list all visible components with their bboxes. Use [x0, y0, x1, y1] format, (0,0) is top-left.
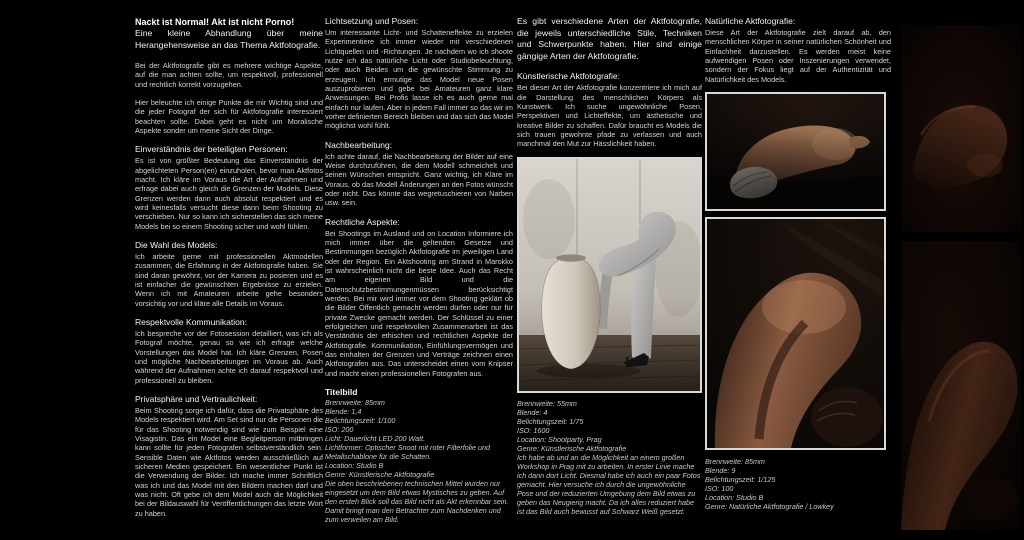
meta-line: ISO: 100 [705, 483, 734, 493]
section-heading: Die Wahl des Models: [135, 240, 218, 251]
section-heading: Künstlerische Aktfotografie: [517, 71, 621, 82]
section-natuerliche-akt [705, 16, 891, 84]
photo-lowkey-reclining-red [901, 25, 1021, 232]
meta-line: Genre: Natürliche Aktfotografie / Lowkey [705, 501, 834, 511]
photo-natural-reclining-art [707, 94, 884, 209]
section-body: Beim Shooting sorge ich dafür, dass die Privatsphäre des Models respektiert wird. Am Set sind nur die Personen die für das Shooting notwendig sind wie zum Beispiel eine Visagistin. Das ein Model eine Begleitperson mitbringen kann sollte für jeden Fotografen selbstverständlich sein. Sensible Daten wie Aktfotos werden ausschließlich auf sicheren Medien gespeichert. Ein wesentlicher Punkt ist die Verwendung der Bilder. Ich mache immer Schriftlich was ich und das Model mit den Bildern machen darf und was nicht. Oft gebe ich dem Model auch die Möglichkeit bei der Bildauswahl für Veröffentlichungen das letzte Wort zu haben. [135, 405, 323, 518]
artistic-meta [517, 399, 702, 453]
meta-line: Genre: Künstlerische Aktfotografie [517, 443, 627, 453]
section-body: Um interessante Licht- und Schatteneffekte zu erzielen Experimentiere ich immer wieder mit verschiedenen Lichtquellen und -Richtungen. Je nachdem wo ich shoote nutze ich das natürliche Licht oder Studiobeleuchtung, oder auch Beides um die gewünschte Stimmung zu erzeugen. Ich ermutige das Model neue Posen auszuprobieren und gebe bei Amateuren ganz klare Anweisungen. Bei Profis lasse ich es auch gerne mal einfach nur laufen. Aber in jedem Fall immer so das wir im vorher definierten Bereich bleiben und das sich das Model möglichst wohl fühlt. [325, 28, 513, 131]
section-body: Ich bespreche vor der Fotosession detailliert, was ich als Fotograf möchte, genau so wie ich erfrage welche Vorstellungen das Model hat. Ich kläre Grenzen, Posen und mögliche Nachbearbeitungen im Voraus ab. Auch während der Aufnahmen achte ich darauf respektvoll und professionell zu bleiben. [135, 329, 323, 385]
meta-line: Belichtungszeit: 1/125 [705, 474, 776, 484]
photo-natural-nude-back [705, 217, 886, 450]
section-lichtsetzung [325, 16, 513, 131]
column-technik [325, 16, 513, 525]
photo-lowkey-back-red-art [901, 241, 1021, 530]
artistic-note: Ich habe ab und an die Möglichkeit an einem großen Workshop in Prag mit zu arbeiten. In erster Linie mache ich dann dort Licht. Diesmal habe ich auch ein paar Fotos gemacht. Hier versuche ich durch die ungewöhnliche Pose und der reduzierten Umgebung dem Bild etwas zu geben das Neugierig macht. Da ich alles reduziert habe ist das Bild auch bewusst auf Schwarz Weiß gesetzt. [517, 452, 701, 517]
section-body: Bei dieser Art der Aktfotografie konzentriere ich mich auf die Darstellung des menschlichen Körpers als Kunstwerk. Ich suche ungewöhnliche Posen, Perspektiven und Lichteffekte, um ästhetische und kreative Bilder zu schaffen. Dafür braucht es Models die sich trauen gewohnte pfade zu verlassen und auch manchmal den Mut zur Hässlichkeit haben. [517, 83, 702, 149]
section-body: Es ist von größter Bedeutung das Einverständnis der abgelichteten Person(en) einzuholen, bevor man Aktfotos macht. Ich kläre im Voraus die Art der Aufnahmen und erfrage dabei auch gleich die Grenzen der Models. Diese Grenzen werden dann auch absolut respektiert und es wird keinesfalls versucht diese dann beim Shooting zu verschieben. Nur so kann ich sicherstellen das sich meine Models bei so einem Shooting sicher und wohl fühlen. [135, 156, 323, 231]
meta-line: Brennweite: 85mm [705, 456, 765, 466]
section-kommunikation [135, 317, 323, 385]
section-heading: Einverständnis der beteiligten Personen: [135, 144, 288, 155]
meta-line: Brennweite: 55mm [517, 398, 577, 408]
section-heading: Respektvolle Kommunikation: [135, 317, 247, 327]
meta-line: ISO: 200 [325, 424, 354, 434]
titelbild-heading: Titelbild [325, 386, 358, 397]
photo-natural-nude-reclining [705, 92, 886, 211]
section-rechtliches [325, 217, 513, 378]
meta-line: Licht: Dauerlicht LED 200 Watt. [325, 433, 426, 443]
meta-line: Brennweite: 85mm [325, 397, 385, 407]
titelbild-note: Die oben beschriebenen technischen Mittel wurden nur eingesetzt um dem Bild etwas Mystisches zu geben. Auf den ersteh Blick soll das Bild nicht als Akt erkennbar sein. Damit bringt man den Betrachter zum Nachdenken und zum verweilen am Bild. [325, 478, 509, 525]
photo-artistic-nude-bw-art [519, 159, 700, 391]
meta-line: Location: Studio B [325, 460, 384, 470]
meta-line: Lichtformer: Optischer Snoot mit roter Filterfolie und Metallschablone für die Schatten. [325, 442, 490, 461]
column-intro [135, 16, 323, 518]
section-body: Ich achte darauf, die Nachbearbeitung der Bilder auf eine Weise durchzuführen, die dem Modell schmeichelt und seinen Wünschen entspricht. Ganz wichtig, ich Kläre im Voraus, ob das Modell Änderungen an den Fotos wünscht oder nicht. Das könnte das wegretuschieren von Narben usw. sein. [325, 151, 513, 208]
section-heading: Nachbearbeitung: [325, 139, 393, 150]
intro-paragraph-1: Bei der Aktfotografie gibt es mehrere wichtige Aspekte, auf die man achten sollte, um respektvoll, professionell und rechtlich korrekt vorzugehen. [135, 61, 323, 89]
titelbild-meta [325, 398, 513, 479]
section-heading: Lichtsetzung und Posen: [325, 16, 419, 26]
section-body: Bei Shootings im Ausland und on Location Informiere ich mich immer über die geltenden Gesetze und Bestimmungen bezüglich Aktfotografie im jeweiligen Land oder der Region. Ein Aktshooting am Strand in Marokko ist wahrscheinlich nicht die beste Idee. Auch das Recht am eigenen Bild und die Datenschutzbestimmungenmüssen berücksichtigt werden. Bei mir wird immer vor dem Shooting geklärt ob die Bilder Öffentlich gemacht werden dürfen oder nur für private Zwecke gemacht werden. Der Schlüssel zu einer erfolgreichen und respektvollen Zusammenarbeit ist das Verständnis der ethischen und rechtlichen Aspekte der Aktfotografie. Kommunikation, Einfühlungsvermögen und das einhalten der Grenzen und Verträge zeichnen einen Aktfotografen aus. Das unterscheidet einen vom Knipser und macht einen professionellen Fotografen aus. [325, 228, 513, 378]
arten-intro: Es gibt verschiedene Arten der Aktfotografie, die jeweils unterschiedliche Stile, Techniken und Schwerpunkte haben. Hier sind einige gängige Arten der Aktfotografie. [517, 16, 702, 61]
section-body: Ich arbeite gerne mit professionellen Aktmodellen zusammen, die Erfahrung in der Aktfotografie haben. Sie sind daran gewöhnt, vor der Kamera zu posieren und es ist einfacher die gewünschten Ergebnisse zu erzielen. Wenn ich mit Amateuren arbeite gehe besonders vorsichtig vor und kläre alle Details im Voraus. [135, 252, 323, 308]
section-kuenstlerische-akt [517, 71, 702, 148]
meta-line: Blende: 1,4 [325, 406, 362, 416]
photo-lowkey-reclining-red-art [901, 25, 1021, 232]
column-kuenstlerisch [517, 16, 702, 517]
meta-line: Genre: Künstlerische Aktfotografie [325, 469, 435, 479]
photo-natural-back-art [707, 219, 884, 448]
section-privatsphaere [135, 394, 323, 518]
section-wahl-des-models [135, 240, 323, 308]
photo-artistic-nude-bw [517, 157, 702, 393]
section-nachbearbeitung [325, 140, 513, 208]
section-heading: Rechtliche Aspekte: [325, 216, 400, 227]
meta-line: Blende: 9 [705, 465, 736, 475]
intro-paragraph-2: Hier beleuchte ich einige Punkte die mir Wichtig sind und die jeder Fotograf der sich für Aktfotografie interessiert beachten sollte. Dabei geht es nicht um Moralische Aspekte sonder um meine Sicht der Dinge. [135, 98, 323, 136]
column-natuerlich [705, 16, 891, 511]
section-heading: Privatsphäre und Vertraulichkeit: [135, 393, 258, 404]
meta-line: Location: Shootparty, Prag [517, 434, 602, 444]
meta-line: Location: Studio B [705, 492, 764, 502]
titelbild-block [325, 387, 513, 525]
article-subtitle: Eine kleine Abhandlung über meine Herangehensweise an das Thema Aktfotografie. [135, 28, 323, 50]
article-title: Nackt ist Normal! Akt ist nicht Porno! [135, 17, 295, 27]
meta-line: Blende: 4 [517, 407, 548, 417]
photo-lowkey-back-red [901, 241, 1021, 530]
meta-line: ISO: 1600 [517, 425, 550, 435]
section-body: Diese Art der Aktfotografie zielt darauf ab, den menschlichen Körper in seiner natürlichen Schönheit und Einfachheit darzustellen. Es werden meist keine aufwendigen Posen oder Inszenierungen verwendet, sondern der Fokus liegt auf der Authentizität und Natürlichkeit des Models. [705, 28, 891, 84]
natural-meta [705, 457, 891, 511]
section-heading: Natürliche Aktfotografie: [705, 16, 796, 26]
meta-line: Belichtungszeit: 1/75 [517, 416, 584, 426]
section-einverstaendnis [135, 144, 323, 231]
meta-line: Belichtungszeit: 1/100 [325, 415, 396, 425]
